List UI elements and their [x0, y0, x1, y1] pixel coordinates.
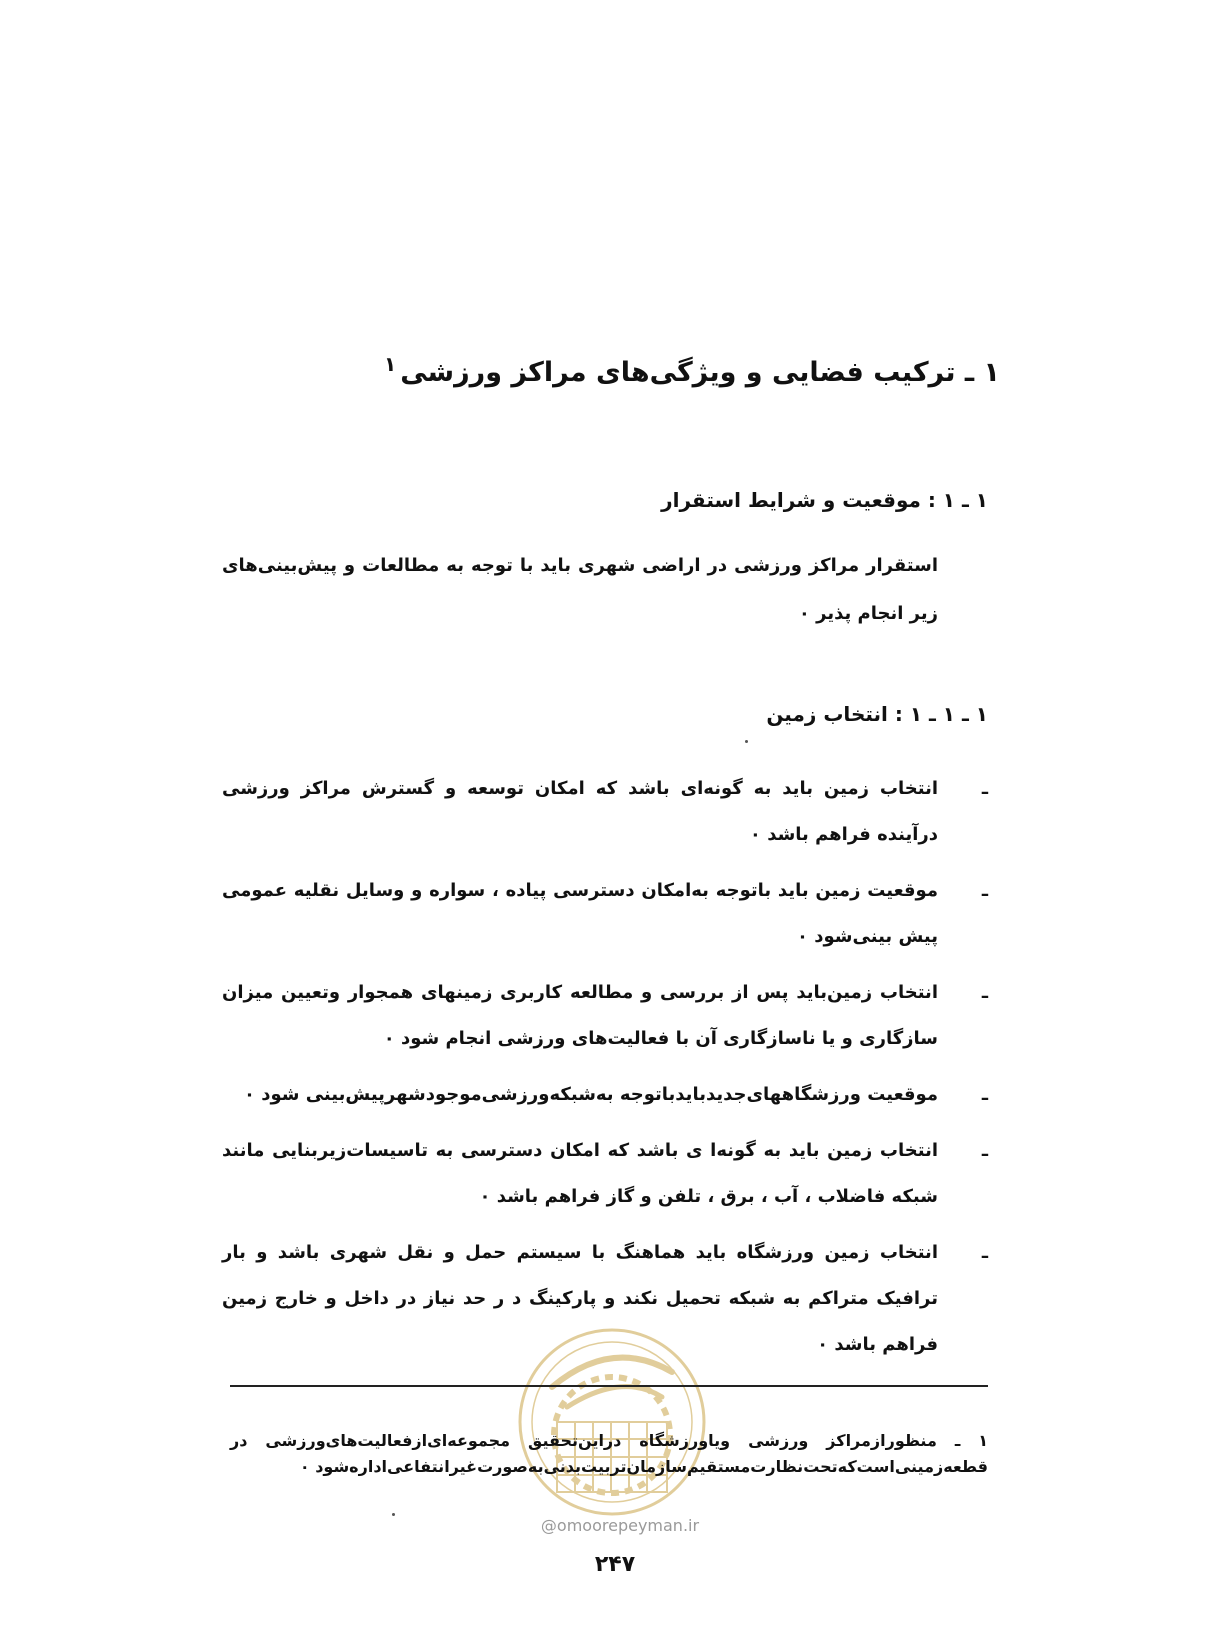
chapter-title-text: ۱ ـ ترکیب فضایی و ویژگی‌های مراکز ورزشی — [400, 357, 1000, 388]
list-item-text: موقعیت ورزشگاههای‌جدیدبایدباتوجه به‌شبکه‌ورزشی‌موجودشهرپیش‌بینی شود ۰ — [243, 1084, 938, 1105]
land-selection-list — [222, 766, 988, 1378]
list-item-text: انتخاب زمین باید به گونه‌ای باشد که امکان توسعه و گسترش مراکز ورزشی درآینده فراهم باشد ۰ — [222, 778, 938, 845]
bullet-dash: ـ — [981, 1140, 988, 1161]
list-item — [222, 1072, 988, 1118]
watermark-seal-icon — [512, 1317, 712, 1527]
watermark-url: @omoorepeyman.ir — [540, 1516, 700, 1535]
footnote-divider — [230, 1385, 988, 1387]
section-heading-location: ۱ ـ ۱ : موقعیت و شرایط استقرار — [661, 488, 988, 512]
list-item-text: انتخاب زمین ورزشگاه باید هماهنگ با سیستم حمل و نقل شهری باشد و بار ترافیک متراکم به شبکه تحمیل نکند و پارکینگ د ر حد نیاز در داخل و خارج زمین فراهم باشد ۰ — [222, 1242, 938, 1355]
list-item — [222, 868, 988, 960]
section-heading-land-selection: ۱ ـ ۱ ـ ۱ : انتخاب زمین — [766, 702, 988, 726]
page-number: ۲۴۷ — [594, 1552, 636, 1577]
bullet-dash: ـ — [981, 880, 988, 901]
title-footnote-mark: ۱ — [384, 352, 397, 376]
bullet-dash: ـ — [981, 1242, 988, 1263]
chapter-title — [300, 352, 1000, 388]
list-item-text: انتخاب زمین‌باید پس از بررسی و مطالعه کاربری زمینهای همجوار وتعیین میزان سازگاری و یا ناسازگاری آن با فعالیت‌های ورزشی انجام شود ۰ — [222, 982, 938, 1049]
bullet-dash: ـ — [981, 778, 988, 799]
list-item — [222, 766, 988, 858]
list-item-text: موقعیت زمین باید باتوجه به‌امکان دسترسی پیاده ، سواره و وسایل نقلیه عمومی پیش بینی‌شود ۰ — [222, 880, 938, 947]
intro-paragraph: استقرار مراکز ورزشی در اراضی شهری باید با توجه به مطالعات و پیش‌بینی‌های زیر انجام پذیر ۰ — [222, 555, 938, 624]
footnote-text: ۱ ـ منظورازمراکز ورزشی ویاورزشگاه دراین‌تحقیق مجموعه‌ای‌ازفعالیت‌های‌ورزشی در قطعه‌زمینی‌است‌که‌تحت‌نظارت‌مستقیم‌سازمان‌تربیت‌بدنی‌به‌صورت‌غیرانتفاعی‌اداره‌شود ۰ — [230, 1431, 988, 1476]
list-item — [222, 970, 988, 1062]
bullet-dash: ـ — [981, 982, 988, 1003]
bullet-dash: ـ — [981, 1084, 988, 1105]
list-item-text: انتخاب زمین باید به گونه‌ا ی باشد که امکان دسترسی به تاسیسات‌زیربنایی مانند شبکه فاضلاب ، آب ، برق ، تلفن و گاز فراهم باشد ۰ — [222, 1140, 938, 1207]
scan-speck — [392, 1513, 395, 1516]
scan-speck — [745, 740, 748, 743]
list-item — [222, 1128, 988, 1220]
